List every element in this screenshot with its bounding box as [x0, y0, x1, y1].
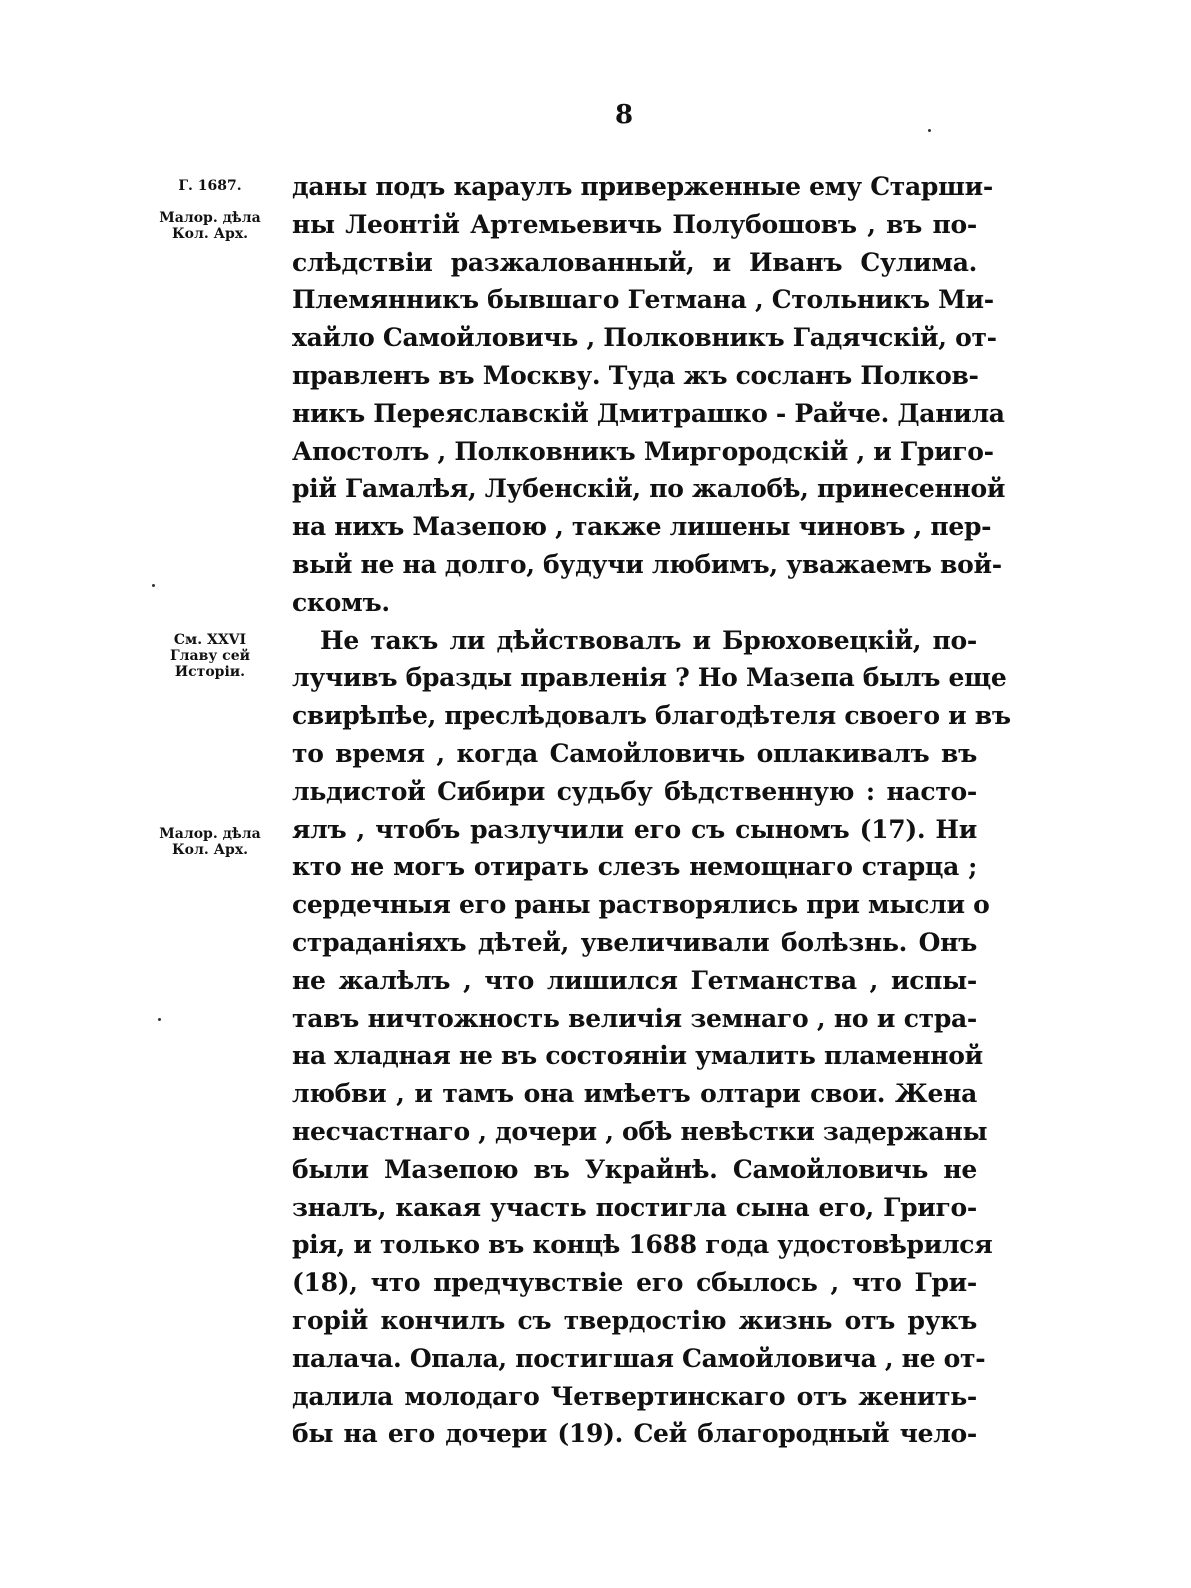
text-line: скомъ.: [292, 587, 390, 617]
margin-note-line: Главу сей: [170, 648, 250, 664]
text-line: то время , когда Самойловичь оплакивалъ въ: [292, 738, 977, 768]
text-line: рій Гамалѣя, Лубенскій, по жалобѣ, принесенной: [292, 474, 1006, 504]
text-line: ялъ , чтобъ разлучили его съ сыномъ (17). Ни: [292, 814, 977, 844]
text-line: любви , и тамъ она имѣетъ олтари свои. Жена: [292, 1079, 977, 1109]
text-line: горій кончилъ съ твердостію жизнь отъ рукъ: [292, 1305, 977, 1335]
text-line: на хладная не въ состояніи умалить пламенной: [292, 1041, 983, 1071]
text-line: Не такъ ли дѣйствовалъ и Брюховецкій, по-: [320, 625, 977, 655]
text-line: никъ Переяславскій Дмитрашко - Райче. Данила: [292, 398, 1005, 428]
text-line: кто не могъ отирать слезъ немощнаго старца ;: [292, 852, 977, 882]
text-line: палача. Опала, постигшая Самойловича , не от-: [292, 1343, 986, 1373]
text-line: льдистой Сибири судьбу бѣдственную : насто-: [292, 776, 977, 806]
text-line: слѣдствіи разжалованный, и Иванъ Сулима.: [292, 247, 977, 277]
text-line: бы на его дочери (19). Сей благородный чело-: [292, 1419, 977, 1449]
margin-note-archive: [140, 210, 280, 242]
margin-note-line: Кол. Арх.: [171, 226, 249, 242]
text-line: лучивъ бразды правленія ? Но Мазепа былъ еще: [292, 663, 1007, 693]
text-line: зналъ, какая участь постигла сына его, Григо-: [292, 1192, 977, 1222]
text-line: далила молодаго Четвертинскаго отъ женить-: [292, 1381, 977, 1411]
text-line: сердечныя его раны растворялись при мысли о: [292, 890, 990, 920]
margin-note-reference: [140, 632, 280, 680]
margin-note-line: Малор. дѣла: [159, 210, 261, 226]
margin-note-line: Кол. Арх.: [171, 842, 249, 858]
margin-note-line: Исторіи.: [174, 664, 246, 680]
margin-note-line: См. XXVI: [173, 632, 247, 648]
margin-note-archive: [140, 826, 280, 858]
text-line: хайло Самойловичь , Полковникъ Гадячскій, от-: [292, 323, 997, 353]
text-line: правленъ въ Москву. Туда жъ сосланъ Полков-: [292, 360, 979, 390]
text-line: не жалѣлъ , что лишился Гетманства , испы-: [292, 965, 977, 995]
text-line: тавъ ничтожность величія земнаго , но и стра-: [292, 1003, 977, 1033]
margin-note-line: Малор. дѣла: [159, 826, 261, 842]
page-speck: [152, 584, 155, 587]
text-line: Племянникъ бывшаго Гетмана , Стольникъ Ми-: [292, 285, 994, 315]
text-line: (18), что предчувствіе его сбылось , что Гри-: [292, 1268, 977, 1298]
text-line: несчастнаго , дочери , обѣ невѣстки задержаны: [292, 1116, 988, 1146]
margin-note-line: Г. 1687.: [178, 178, 242, 194]
page-speck: [158, 1018, 161, 1021]
page-speck: [928, 129, 931, 132]
page-number: 8: [615, 100, 634, 130]
text-line: на нихъ Мазепою , также лишены чиновъ , пер-: [292, 512, 992, 542]
text-line: вый не на долго, будучи любимъ, уважаемъ вой-: [292, 549, 1002, 579]
text-line: были Мазепою въ Украйнѣ. Самойловичь не: [292, 1154, 977, 1184]
text-line: свирѣпѣе, преслѣдовалъ благодѣтеля своего и въ: [292, 701, 1011, 731]
text-line: даны подъ караулъ приверженные ему Старши-: [292, 172, 993, 201]
margin-note-year: [140, 178, 280, 194]
text-line: Апостолъ , Полковникъ Миргородскій , и Григо-: [292, 436, 994, 466]
text-line: ны Леонтій Артемьевичь Полубошовъ , въ по-: [292, 209, 977, 239]
text-line: страданіяхъ дѣтей, увеличивали болѣзнь. Онъ: [292, 927, 977, 957]
body-text: [292, 168, 1011, 1453]
text-line: рія, и только въ концѣ 1688 года удостовѣрился: [292, 1230, 993, 1260]
